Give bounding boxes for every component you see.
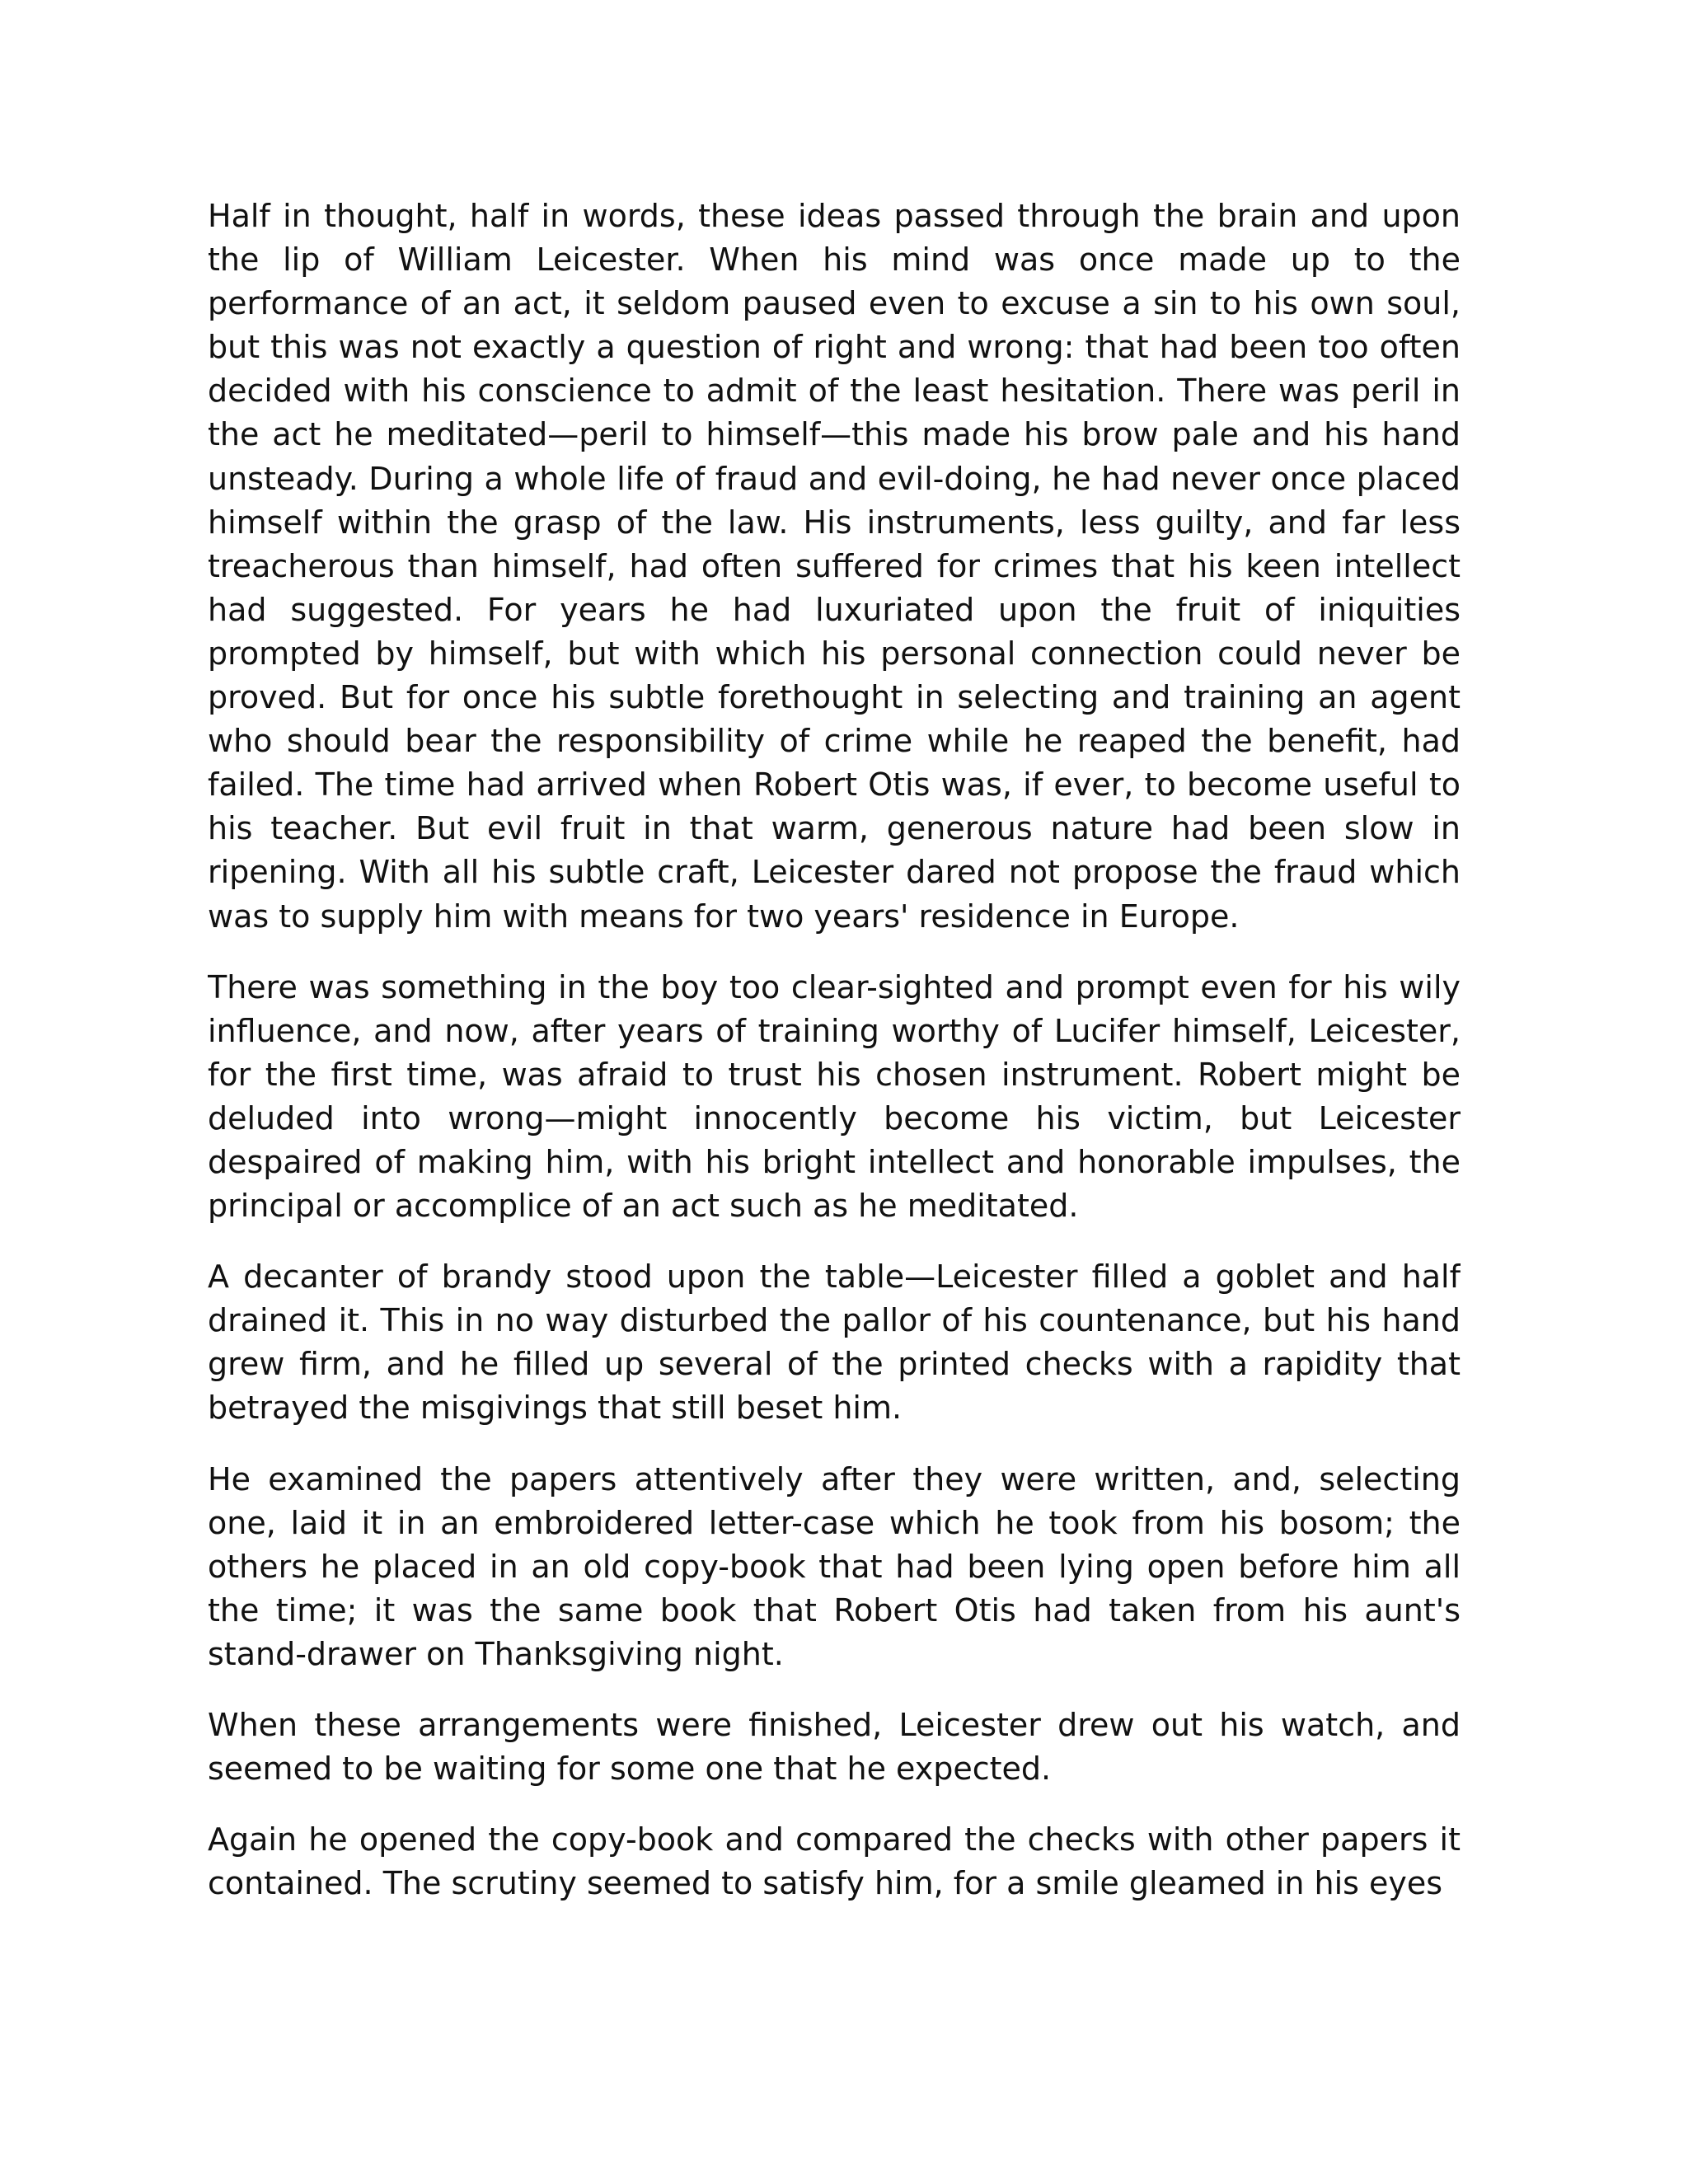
paragraph: Again he opened the copy-book and compared the checks with other papers it contained. The scrutiny seemed to satisfy him, for a smile gleamed in his eyes <box>208 1821 1461 1902</box>
paragraph: There was something in the boy too clear-sighted and prompt even for his wily influence, and now, after years of training worthy of Lucifer himself, Leicester, for the first time, was afraid to trust his chosen instrument. Robert might be deluded into wrong—might innocently become his victim, but Leicester despaired of making him, with his bright intellect and honorable impulses, the principal or accomplice of an act such as he meditated. <box>208 968 1461 1225</box>
paragraph: When these arrangements were finished, Leicester drew out his watch, and seemed to be waiting for some one that he expected. <box>208 1707 1461 1788</box>
document-page <box>208 194 1461 2090</box>
paragraph: He examined the papers attentively after they were written, and, selecting one, laid it in an embroidered letter-case which he took from his bosom; the others he placed in an old copy-book that had been lying open before him all the time; it was the same book that Robert Otis had taken from his aunt's stand-drawer on Thanksgiving night. <box>208 1460 1461 1672</box>
paragraph: A decanter of brandy stood upon the table—Leicester filled a goblet and half drained it. This in no way disturbed the pallor of his countenance, but his hand grew firm, and he filled up several of the printed checks with a rapidity that betrayed the misgivings that still beset him. <box>208 1258 1461 1427</box>
paragraph: Half in thought, half in words, these ideas passed through the brain and upon the lip of William Leicester. When his mind was once made up to the performance of an act, it seldom paused even to excuse a sin to his own soul, but this was not exactly a question of right and wrong: that had been too often decided with his conscience to admit of the least hesitation. There was peril in the act he meditated—peril to himself—this made his brow pale and his hand unsteady. During a whole life of fraud and evil-doing, he had never once placed himself within the grasp of the law. His instruments, less guilty, and far less treacherous than himself, had often suffered for crimes that his keen intellect had suggested. For years he had luxuriated upon the fruit of iniquities prompted by himself, but with which his personal connection could never be proved. But for once his subtle forethought in selecting and training an agent who should bear the responsibility of crime while he reaped the benefit, had failed. The time had arrived when Robert Otis was, if ever, to become useful to his teacher. But evil fruit in that warm, generous nature had been slow in ripening. With all his subtle craft, Leicester dared not propose the fraud which was to supply him with means for two years' residence in Europe. <box>208 198 1461 935</box>
